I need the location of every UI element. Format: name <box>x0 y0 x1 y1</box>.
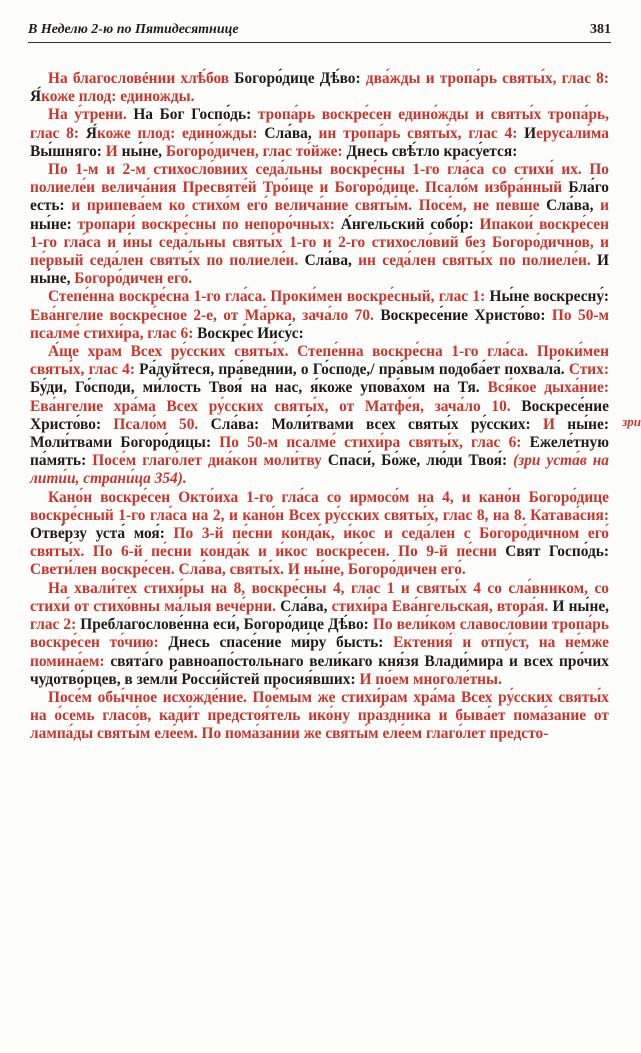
running-header <box>28 18 611 43</box>
text-run: По 3-й пе́сни конда́к, и́кос и седа́лен с Богоро́дичном его́ святы́х. По 6-й пе́сни конда́к и и́кос воскре́сен. По 9-й пе́сни <box>30 525 609 561</box>
text-run: Я́ <box>85 124 97 142</box>
text-run: ерусали́ма <box>536 124 609 142</box>
text-run: Воскресе́ние Христо́во: <box>30 397 609 433</box>
text-body <box>30 70 609 744</box>
text-run: Кано́н воскре́сен Окто́иха 1-го гла́са со ирмосо́м на 4, и кано́н Богоро́дице воскре́сный 1-го гла́са на 2, и кано́н Всех ру́сских святы́х, глас 8, на 8. Катава́сия: <box>30 488 609 524</box>
text-run: ны́не, <box>121 142 166 160</box>
text-run: Вся́кое дыха́ние: <box>487 379 609 397</box>
text-run: ин седа́лен святы́х по полиеле́и. <box>358 252 598 270</box>
text-run: свята́го равноапо́стольнаго вели́каго кня́зя Влади́мира и всех про́чих чудотво́рцев, в земли́ Росси́йстей просия́вших: <box>30 652 609 688</box>
text-run: и <box>600 197 610 215</box>
text-run: Бу́ди, Го́споди, ми́лость Твоя́ на нас, я́коже упова́хом на Тя. <box>30 379 488 397</box>
paragraph-matins <box>30 106 609 161</box>
running-title: В Неделю 2-ю по Пятидесятнице <box>28 22 239 37</box>
text-run: Ева́нгелие хра́ма Всех ру́сских святы́х, от Матфе́я, зача́ло 10. <box>30 397 522 415</box>
paragraph-sedalens <box>30 161 609 288</box>
text-run: Свят Госпо́дь: <box>505 543 609 561</box>
text-run: глас 2: <box>30 616 81 634</box>
text-run: Воскре́с Иису́с: <box>197 324 304 342</box>
text-run: И <box>543 415 568 433</box>
text-run: Ева́нгелие воскре́сное 2-е, от Ма́рка, зача́ло 70. <box>30 306 381 324</box>
text-run: Богоро́дичен его́. <box>74 270 193 288</box>
text-run: А́нгельский собо́р: <box>340 215 480 233</box>
text-run: тропари́ воскре́сны по непоро́чных: <box>77 215 341 233</box>
text-run: Отве́рзу уста́ моя́: <box>30 525 174 543</box>
text-run: коже плод: единожды. <box>41 88 195 106</box>
text-run: Ипакои́ воскре́сен 1-го гла́са и и́ны седа́льны святы́х 1-го и 2-го стихосло́вий без Богоро́дичнов, и пе́рвый седа́лен святы́х по полиеле́и. <box>30 215 609 270</box>
text-run: Я́ <box>30 88 42 106</box>
text-run: ин тропа́рь святы́х, глас 4: <box>318 124 525 142</box>
paragraph-dismissal <box>30 689 609 744</box>
text-run: Ны́не воскресну́: <box>489 288 610 306</box>
text-run: Сла́ва, <box>304 252 359 270</box>
text-run: Вы́шняго: <box>30 142 106 160</box>
text-run: (зри уста́в на лити́и, страни́ца 354). <box>30 452 609 488</box>
text-run: На Бог Госпо́дь: <box>133 106 258 124</box>
text-run: Ектения́ и отпу́ст, на не́мже помина́ем: <box>30 634 609 670</box>
text-run: Псало́м 50. <box>113 415 211 433</box>
text-run: Степе́нна воскре́сна 1-го гла́са. Проки́мен воскре́сный, глас 1: <box>48 288 490 306</box>
text-run: Преблагослове́нна еси́, Богоро́дице Дѣ́во: <box>80 616 373 634</box>
text-run: Сла́ва, <box>264 124 319 142</box>
text-run: И ны́не, <box>552 597 609 615</box>
text-run: И ны́не, <box>30 252 609 288</box>
text-run: тропа́рь воскре́сен едино́жды и святы́х тропа́рь, глас 8: <box>30 106 610 142</box>
text-run: два́жды и тропа́рь святы́х, глас 8: <box>365 70 610 87</box>
text-run: Богоро́дичен, глас то́йже: <box>165 142 347 160</box>
text-run: ны́не: <box>30 215 78 233</box>
text-run: И <box>105 142 122 160</box>
text-run: А́ще храм Всех ру́сских святы́х. Степе́нна воскре́сна 1-го гла́са. Проки́мен святы́х, глас 4: <box>30 343 609 379</box>
text-run: Ежеле́тную па́мять: <box>30 434 609 470</box>
text-run: коже плод: едино́жды: <box>96 124 265 142</box>
text-run: Ра́дуйтеся, пра́веднии, о Го́споде,/ пра́вым подоба́ет похвала́. <box>139 361 569 379</box>
text-run: ны́не: Моли́твами Богоро́дицы: <box>30 415 609 452</box>
text-run: По 50-м псалме́ стихи́ра святы́х, глас 6: <box>219 434 530 452</box>
text-run: И по́ем многоле́тны. <box>359 670 502 688</box>
text-run: Посе́м глаго́лет диа́кон моли́тву <box>92 452 328 470</box>
text-run: Днесь свѣ́тло красу́ется: <box>346 142 518 160</box>
paragraph-prokeimenon <box>30 288 609 343</box>
text-run: Стих: <box>568 361 609 379</box>
text-run: Бла́го есть: <box>30 179 609 215</box>
text-run: Сла́ва, <box>280 597 332 615</box>
text-run: По вели́ком славосло́вии тропа́рь воскре́сен то́чию: <box>30 616 609 652</box>
text-run: Посе́м обы́чное исхожде́ние. Пое́мым же стихи́рам хра́ма Всех ру́сских святы́х на о́семь гласо́в, кади́т предстоя́тель ико́ну пра́здника и быва́ет пома́зание от лампа́ды святы́м еле́ем. По пома́зании же святы́м еле́ем глаго́лет предсто- <box>30 688 609 743</box>
text-run: Свети́лен воскре́сен. Сла́ва, святы́х. И ны́не, Богоро́дичен его́. <box>30 561 466 579</box>
paragraph-canon <box>30 489 609 580</box>
text-run: Воскресе́ние Христо́во: <box>380 306 552 324</box>
text-run: стихи́ра Ева́нгельская, втора́я. <box>331 597 553 615</box>
text-run: И <box>524 124 537 142</box>
text-run: Сла́ва, <box>546 197 601 215</box>
text-run: На у́трени. <box>48 106 134 124</box>
text-run: На хвали́тех стихи́ры на 8, воскре́сны 4, глас 1 и святы́х 4 со сла́вником, со стихи́ от стихо́вны ма́лыя вече́рни. <box>30 579 609 615</box>
page-number: 381 <box>590 22 611 37</box>
text-run: Сла́ва: Моли́твами всех святы́х ру́сских: <box>210 415 543 433</box>
text-run: По 50-м псалме́ стихи́ра, глас 6: <box>30 306 609 342</box>
text-run: Спаси́, Бо́же, лю́ди Твоя́: <box>327 452 514 470</box>
paragraph-lauds <box>30 580 609 689</box>
text-run: и припева́ем ко стихо́м его́ велича́ние святы́м. Посе́м, не пе́вше <box>71 197 547 215</box>
text-run: По 1-м и 2-м стихосло́виих седа́льны воскре́сны 1-го гла́са со стихи́ их. По полиеле́и велича́ния Пресвяте́й Тро́ице и Богоро́дице. Псало́м избра́нный <box>30 161 609 197</box>
text-run: Днесь спасе́ние ми́ру бысть: <box>168 634 394 652</box>
paragraph-temple-all-russian-saints <box>30 343 609 489</box>
paragraph-blessing-of-loaves <box>30 70 609 106</box>
text-run: Богоро́дице Дѣ́во: <box>234 70 366 87</box>
text-run: На благословéнии хлѣ́бов <box>48 70 235 87</box>
margin-note: зри <box>622 414 641 429</box>
